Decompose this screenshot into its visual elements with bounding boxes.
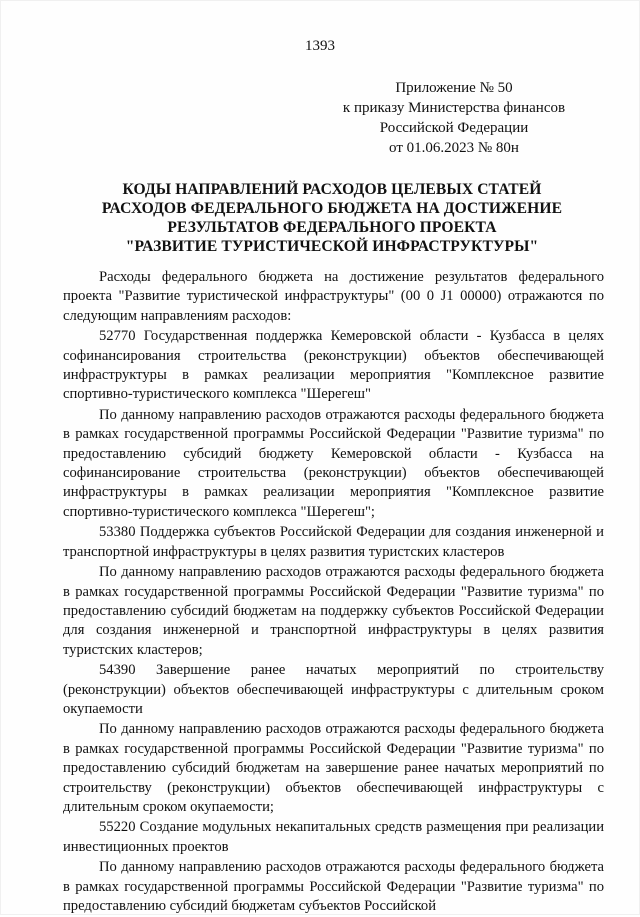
paragraph-code-53380: 53380 Поддержка субъектов Российской Федерации для создания инженерной и транспортной инфраструктуры в целях развития туристских кластеров [63, 524, 604, 560]
paragraph-description-53380: По данному направлению расходов отражаются расходы федерального бюджета в рамках государственной программы Российской Федерации "Развитие туризма" по предоставлению субсидий бюджетам на поддержку субъектов Российской Федерации для создания инженерной и транспортной инфраструктуры в целях развития туристских кластеров; [63, 564, 604, 658]
appendix-header [334, 78, 574, 158]
paragraph-intro: Расходы федерального бюджета на достижение результатов федерального проекта "Развитие туристической инфраструктуры" (00 0 J1 00000) отражаются по следующим направлениям расходов: [63, 269, 604, 324]
appendix-date: от 01.06.2023 № 80н [389, 140, 519, 156]
title-line-1: КОДЫ НАПРАВЛЕНИЙ РАСХОДОВ ЦЕЛЕВЫХ СТАТЕЙ [122, 181, 542, 198]
paragraph-code-55220: 55220 Создание модульных некапитальных средств размещения при реализации инвестиционных проектов [63, 819, 604, 855]
paragraph-code-54390: 54390 Завершение ранее начатых мероприятий по строительству (реконструкции) объектов обеспечивающей инфраструктуры с длительным сроком окупаемости [63, 662, 604, 717]
document-title [72, 180, 592, 256]
title-line-2: РАСХОДОВ ФЕДЕРАЛЬНОГО БЮДЖЕТА НА ДОСТИЖЕНИЕ [101, 200, 563, 217]
appendix-ministry: Российской Федерации [379, 120, 529, 136]
title-line-3: РЕЗУЛЬТАТОВ ФЕДЕРАЛЬНОГО ПРОЕКТА [167, 219, 497, 236]
paragraph-description-55220: По данному направлению расходов отражаются расходы федерального бюджета в рамках государственной программы Российской Федерации "Развитие туризма" по предоставлению субсидий бюджетам субъектов Российской [63, 859, 604, 914]
page-number: 1393 [305, 38, 335, 54]
document-body [63, 268, 604, 917]
appendix-order: к приказу Министерства финансов [342, 100, 566, 116]
paragraph-code-52770: 52770 Государственная поддержка Кемеровской области - Кузбасса в целях софинансирования строительства (реконструкции) объектов обеспечивающей инфраструктуры в рамках реализации мероприятия "Комплексное развитие спортивно-туристического комплекса "Шерегеш" [63, 328, 604, 403]
paragraph-description-54390: По данному направлению расходов отражаются расходы федерального бюджета в рамках государственной программы Российской Федерации "Развитие туризма" по предоставлению субсидий бюджетам на завершение ранее начатых мероприятий по строительству (реконструкции) объектов обеспечивающей инфраструктуры с длительным сроком окупаемости; [63, 721, 604, 815]
title-line-4: "РАЗВИТИЕ ТУРИСТИЧЕСКОЙ ИНФРАСТРУКТУРЫ" [125, 238, 539, 255]
appendix-number: Приложение № 50 [395, 80, 513, 96]
paragraph-description-52770: По данному направлению расходов отражаются расходы федерального бюджета в рамках государственной программы Российской Федерации "Развитие туризма" по предоставлению субсидий бюджету Кемеровской области - Кузбасса на софинансирование строительства (реконструкции) объектов обеспечивающей инфраструктуры в рамках реализации мероприятия "Комплексное развитие спортивно-туристического комплекса "Шерегеш"; [63, 406, 604, 520]
